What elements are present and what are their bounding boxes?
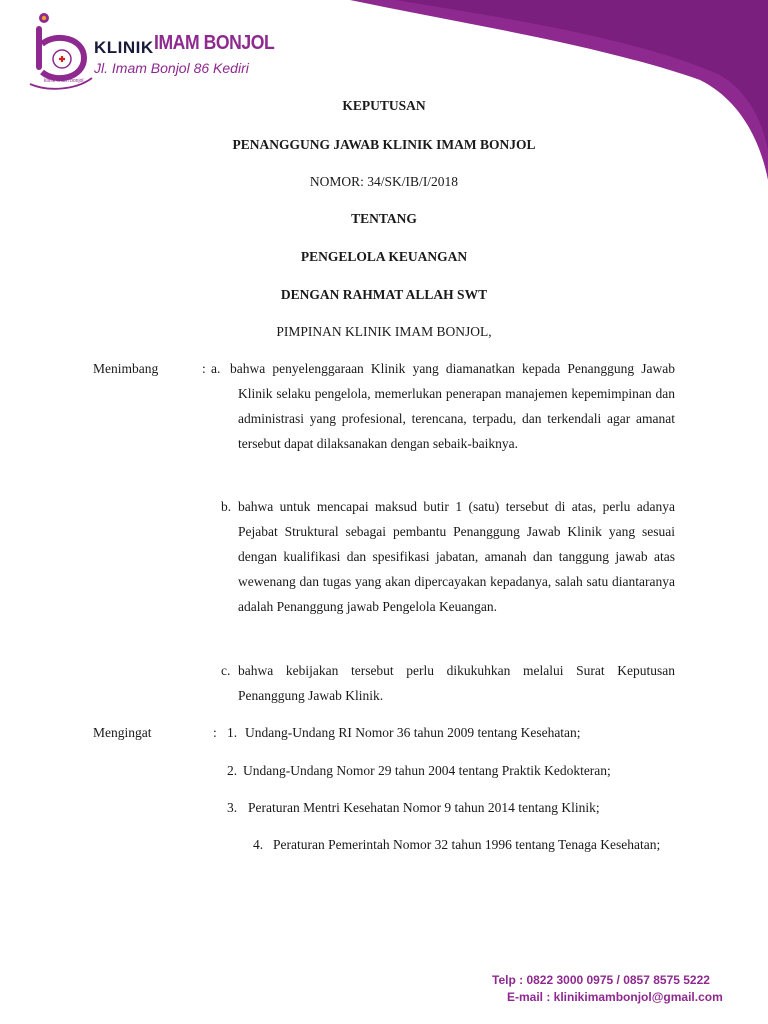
menimbang-marker-b: b. <box>221 499 232 514</box>
menimbang-item-c: bahwa kebijakan tersebut perlu dikukuhkan melalui Surat Keputusan Penanggung Jawab Klinik. <box>238 663 675 703</box>
doc-pimpinan: PIMPINAN KLINIK IMAM BONJOL, <box>276 324 492 339</box>
mengingat-item-4: Peraturan Pemerintah Nomor 32 tahun 1996 tentang Tenaga Kesehatan; <box>273 837 661 852</box>
doc-issuer: PENANGGUNG JAWAB KLINIK IMAM BONJOL <box>232 137 536 152</box>
logo-caption: klinik imam bonjol <box>44 78 84 84</box>
mengingat-marker-1: 1. <box>227 725 238 740</box>
brand-klinik: KLINIK <box>94 38 154 57</box>
mengingat-item-3: Peraturan Mentri Kesehatan Nomor 9 tahun 2014 tentang Klinik; <box>248 800 600 815</box>
mengingat-marker-3: 3. <box>227 800 238 815</box>
menimbang-marker-c: c. <box>221 663 231 678</box>
mengingat-item-1: Undang-Undang RI Nomor 36 tahun 2009 tentang Kesehatan; <box>245 725 581 740</box>
doc-title: KEPUTUSAN <box>342 98 426 113</box>
doc-nomor: NOMOR: 34/SK/IB/I/2018 <box>309 174 459 189</box>
menimbang-label: Menimbang <box>93 361 159 376</box>
doc-subject: PENGELOLA KEUANGAN <box>300 249 468 264</box>
brand-address: Jl. Imam Bonjol 86 Kediri <box>94 60 249 76</box>
doc-tentang: TENTANG <box>351 211 417 226</box>
doc-rahmat: DENGAN RAHMAT ALLAH SWT <box>280 287 488 302</box>
clinic-logo <box>26 10 96 92</box>
mengingat-marker-4: 4. <box>253 837 264 852</box>
mengingat-label: Mengingat <box>93 725 152 740</box>
mengingat-item-2: Undang-Undang Nomor 29 tahun 2004 tentang Praktik Kedokteran; <box>243 763 611 778</box>
mengingat-colon: : <box>213 725 217 740</box>
footer-email: E-mail : klinikimambonjol@gmail.com <box>507 990 723 1004</box>
header-swoosh <box>0 0 768 190</box>
menimbang-item-a: bahwa penyelenggaraan Klinik yang diamanatkan kepada Penanggung Jawab Klinik selaku pengelola, memerlukan penerapan manajemen kepemimpinan dan administrasi yang profesional, terencana, terpadu, dan terkendali agar amanat tersebut dapat dilaksanakan dengan sebaik-baiknya. <box>230 361 675 451</box>
menimbang-colon: : <box>202 361 206 376</box>
footer-telp: Telp : 0822 3000 0975 / 0857 8575 5222 <box>492 973 710 987</box>
brand-name: IMAM BONJOL <box>154 32 275 54</box>
menimbang-item-b: bahwa untuk mencapai maksud butir 1 (satu) tersebut di atas, perlu adanya Pejabat Struktural sebagai pembantu Penanggung Jawab Klinik yang sesuai dengan kualifikasi dan spesifikasi jabatan, amanah dan tanggung jawab atas wewenang dan tugas yang akan dipercayakan kepadanya, salah satu diantaranya adalah Penanggung jawab Pengelola Keuangan. <box>238 499 675 614</box>
mengingat-marker-2: 2. <box>227 763 238 778</box>
menimbang-marker-a: a. <box>211 361 221 376</box>
